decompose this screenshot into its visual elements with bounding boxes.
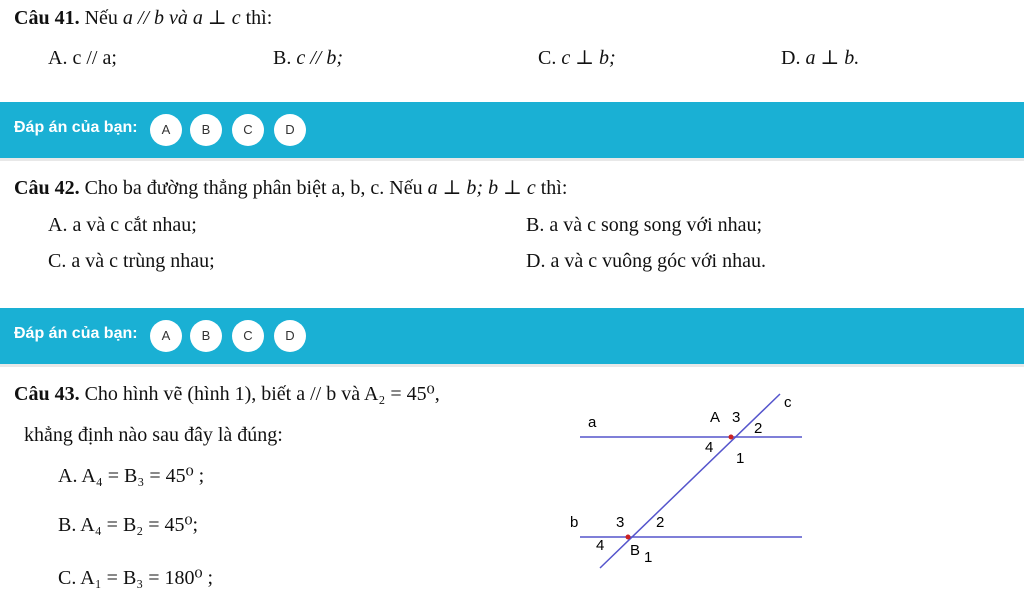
option-letter: C. bbox=[48, 250, 67, 272]
stem-text: thì: bbox=[245, 7, 273, 29]
stem-text: Cho hình vẽ (hình 1), biết a // b và A₂ = 45⁰, bbox=[84, 383, 440, 405]
q42-option-d bbox=[526, 249, 766, 273]
answer-bar bbox=[0, 102, 1024, 158]
stem-text: thì: bbox=[540, 177, 568, 199]
answer-choice-d[interactable]: D bbox=[274, 320, 306, 352]
answer-choice-c[interactable]: C bbox=[232, 114, 264, 146]
option-letter: A. bbox=[48, 214, 68, 236]
option-text: a và c song song với nhau; bbox=[549, 214, 763, 236]
stem-math: a ⊥ b; b ⊥ c bbox=[427, 177, 536, 199]
question-number: Câu 41. bbox=[14, 7, 80, 29]
q42-option-c bbox=[48, 249, 215, 273]
parallel-lines-figure bbox=[560, 380, 820, 580]
option-text: c // a; bbox=[72, 47, 117, 69]
option-letter: D. bbox=[781, 47, 801, 69]
answer-label: Đáp án của bạn: bbox=[14, 325, 138, 342]
point-a-dot bbox=[729, 435, 734, 440]
option-letter: C. bbox=[538, 47, 557, 69]
q41-stem bbox=[14, 6, 272, 30]
q41-option-b bbox=[273, 46, 343, 70]
option-text: a và c cắt nhau; bbox=[72, 214, 197, 236]
option-text: c ⊥ b; bbox=[561, 47, 616, 69]
option-text: A₄ = B₂ = 45⁰; bbox=[80, 514, 199, 536]
stem-math: a // b và a ⊥ c bbox=[122, 7, 241, 29]
q43-option-b bbox=[58, 513, 198, 537]
option-text: A₁ = B₃ = 180⁰ ; bbox=[80, 567, 214, 589]
label-b3: 3 bbox=[616, 514, 625, 531]
option-letter: A. bbox=[48, 47, 68, 69]
option-letter: C. bbox=[58, 567, 77, 589]
label-c: c bbox=[784, 394, 792, 411]
option-letter: B. bbox=[58, 514, 77, 536]
answer-choice-b[interactable]: B bbox=[190, 320, 222, 352]
answer-bar bbox=[0, 308, 1024, 364]
question-number: Câu 43. bbox=[14, 383, 80, 405]
line-c bbox=[600, 394, 780, 568]
divider bbox=[0, 158, 1024, 161]
q43-stem-line1 bbox=[14, 382, 440, 406]
label-a4: 4 bbox=[705, 439, 714, 456]
q43-option-a bbox=[58, 464, 204, 488]
divider bbox=[0, 364, 1024, 367]
q42-option-b bbox=[526, 213, 762, 237]
option-text: A₄ = B₃ = 45⁰ ; bbox=[81, 465, 205, 487]
point-b-dot bbox=[626, 535, 631, 540]
stem-text: Cho ba đường thẳng phân biệt a, b, c. Nếu bbox=[84, 177, 423, 199]
option-text: a ⊥ b. bbox=[805, 47, 860, 69]
q43-stem-line2: khẳng định nào sau đây là đúng: bbox=[24, 424, 283, 446]
answer-choice-a[interactable]: A bbox=[150, 114, 182, 146]
answer-choice-d[interactable]: D bbox=[274, 114, 306, 146]
label-a: a bbox=[588, 414, 597, 431]
option-letter: A. bbox=[58, 465, 78, 487]
label-a2: 2 bbox=[754, 420, 763, 437]
q41-option-a bbox=[48, 46, 117, 70]
answer-choice-a[interactable]: A bbox=[150, 320, 182, 352]
answer-choice-b[interactable]: B bbox=[190, 114, 222, 146]
q41-option-c bbox=[538, 46, 616, 70]
label-b: b bbox=[570, 514, 579, 531]
option-text: a và c trùng nhau; bbox=[71, 250, 215, 272]
option-letter: B. bbox=[526, 214, 545, 236]
option-text: c // b; bbox=[296, 47, 343, 69]
label-point-a: A bbox=[710, 409, 721, 426]
label-a3: 3 bbox=[732, 409, 741, 426]
answer-choice-c[interactable]: C bbox=[232, 320, 264, 352]
label-b2: 2 bbox=[656, 514, 665, 531]
label-point-b: B bbox=[630, 542, 641, 559]
stem-text: Nếu bbox=[84, 7, 118, 29]
option-letter: D. bbox=[526, 250, 546, 272]
answer-label: Đáp án của bạn: bbox=[14, 119, 138, 136]
question-number: Câu 42. bbox=[14, 177, 80, 199]
q42-stem bbox=[14, 176, 567, 200]
label-b1: 1 bbox=[644, 549, 653, 566]
q43-option-c bbox=[58, 566, 213, 590]
label-a1: 1 bbox=[736, 450, 745, 467]
q41-option-d bbox=[781, 46, 859, 70]
label-b4: 4 bbox=[596, 537, 605, 554]
option-text: a và c vuông góc với nhau. bbox=[550, 250, 766, 272]
q42-option-a bbox=[48, 213, 197, 237]
option-letter: B. bbox=[273, 47, 292, 69]
